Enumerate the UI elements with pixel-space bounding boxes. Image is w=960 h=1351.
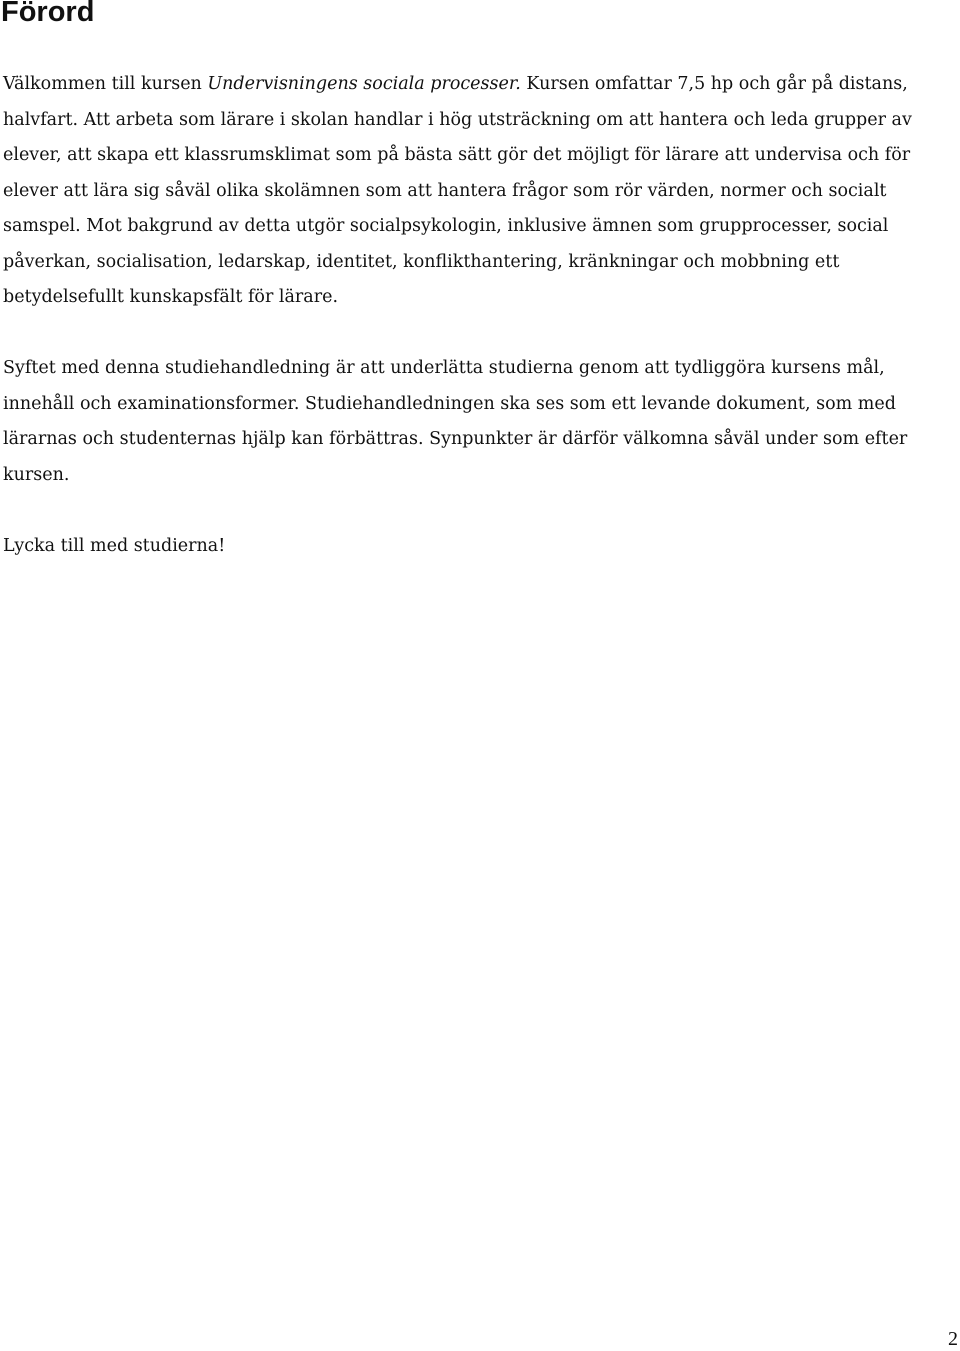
- intro-paragraph-rest: Kursen omfattar 7,5 hp och går på distans, halvfart. Att arbeta som lärare i skolan handlar i hög utsträckning om att hantera och leda grupper av elever, att skapa ett klassrumsklimat som på bästa sätt gör det möjligt för lärare att undervisa och för elever att lära sig såväl olika skolämnen som att hantera frågor som rör värden, normer och socialt samspel. Mot bakgrund av detta utgör socialpsykologin, inklusive ämnen som grupprocesser, social påverkan, socialisation, ledarskap, identitet, konflikthantering, kränkningar och mobbning ett betydelsefullt kunskapsfält för lärare.: [3, 74, 912, 307]
- document-body: [3, 67, 958, 564]
- closing-paragraph: Lycka till med studierna!: [3, 535, 226, 556]
- purpose-paragraph: Syftet med denna studiehandledning är att underlätta studierna genom att tydliggöra kursens mål, innehåll och examinationsformer. Studiehandledningen ska ses som ett levande dokument, som med lärarnas och studenternas hjälp kan förbättras. Synpunkter är därför välkomna såväl under som efter kursen.: [3, 358, 908, 485]
- course-name: Undervisningens sociala processer.: [207, 74, 521, 94]
- page-title: Förord: [1, 0, 95, 28]
- intro-paragraph: [3, 67, 958, 316]
- intro-text: Välkommen till kursen: [3, 74, 208, 94]
- page-number: 2: [948, 1328, 958, 1350]
